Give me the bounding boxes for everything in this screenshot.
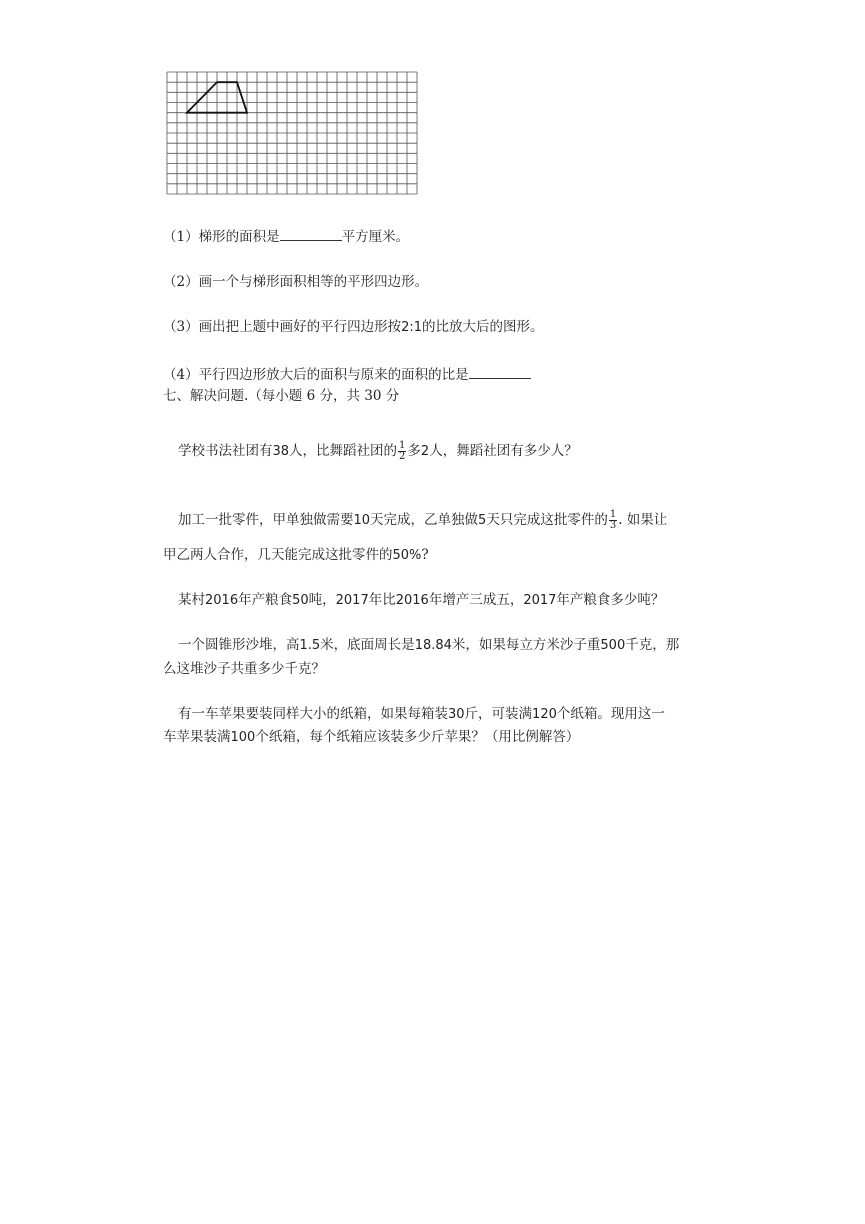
sub-question-1-suffix: 平方厘米。 [341,229,410,245]
problem-2-text-d: . 如果让 [618,512,668,528]
problem-2-number-b: 5 [478,513,487,528]
problem-5-text-b: 斤，可装满 [464,706,533,722]
problem-5-text-a: 有一车苹果要装同样大小的纸箱，如果每箱装 [178,706,448,722]
answer-blank-4[interactable] [469,364,531,379]
problem-5-text-e: 个纸箱，每个纸箱应该装多少斤苹果？（用比例解答） [255,729,580,745]
sub-question-4 [163,364,531,386]
problem-1-text-c: 多 [407,443,421,459]
problem-4-line-2 [163,658,325,680]
ratio-value: 2:1 [401,320,423,335]
problem-3-number-e: 2017 [523,593,557,608]
problem-5-text-d: 车苹果装满 [163,729,231,745]
problem-1-number-a: 38 [272,444,290,459]
problem-3-text-c: 吨， [308,592,336,608]
problem-2-text-c: 天只完成这批零件的 [486,512,608,528]
problem-3-text-b: 年产粮食 [238,592,293,608]
problem-4-text-b: 米，底面周长是 [320,637,415,653]
sub-question-4-prefix: （4）平行四边形放大后的面积与原来的面积的比是 [163,367,469,383]
problem-1-number-b: 2 [420,444,430,459]
problem-2-text-a: 加工一批零件，甲单独做需要 [178,512,354,528]
problem-3-text-e: 年增产三成五， [428,592,524,608]
problem-4-number-c: 500 [600,638,626,653]
sub-question-2-text: （2）画一个与梯形面积相等的平形四边形。 [163,274,429,290]
problem-5-number-b: 120 [532,707,557,722]
answer-blank-1[interactable] [280,226,342,241]
sub-question-2 [163,271,428,293]
sub-question-1-prefix: （1）梯形的面积是 [163,229,280,245]
problem-3-number-b: 50 [292,593,309,608]
problem-3-number-c: 2017 [335,593,369,608]
problem-3-number-d: 2016 [395,593,429,608]
problem-3-number-a: 2016 [205,593,239,608]
problem-2-line-1 [178,509,667,532]
sub-question-3-text-before: （3）画出把上题中画好的平行四边形按 [163,319,402,335]
grid-figure [166,71,418,195]
problem-2-line-2 [163,544,429,567]
fraction-numerator: 1 [399,440,406,451]
problem-4-number-a: 1.5 [299,638,321,653]
problem-2-number-c: 50% [392,548,422,563]
section-title [163,385,399,407]
problem-5-text-c: 个纸箱。现用这一 [556,706,665,722]
fraction-one-half [398,441,406,462]
problem-3-text-a: 某村 [178,592,205,608]
problem-4-text-c: 米，如果每立方米沙子重 [451,637,601,653]
problem-4-text-e: 么这堆沙子共重多少千克？ [163,661,325,677]
problem-3-text-f: 年产粮食多少吨？ [556,592,665,608]
fraction-one-third [609,510,617,531]
problem-3-text-d: 年比 [368,592,396,608]
fraction-denominator: 2 [399,451,406,462]
section-title-text: 七、解决问题.（每小题 6 分，共 30 分 [163,388,400,404]
sub-question-1 [163,226,409,248]
problem-4-number-b: 18.84 [414,638,452,653]
sub-question-3 [163,316,544,339]
grid-svg [166,71,418,195]
fraction-denominator: 3 [609,520,617,531]
problem-2-number-a: 10 [353,513,371,528]
problem-5-number-c: 100 [230,730,256,745]
problem-2-text-e: 甲乙两人合作，几天能完成这批零件的 [163,547,393,563]
fraction-numerator: 1 [609,509,617,520]
problem-5-line-2 [163,726,579,749]
problem-5-line-1 [178,703,665,726]
problem-4-line-1 [178,634,679,657]
problem-3 [178,589,664,612]
problem-4-text-a: 一个圆锥形沙堆，高 [178,637,300,653]
problem-1-text-d: 人，舞蹈社团有多少人？ [429,443,578,459]
problem-1 [178,440,578,463]
problem-4-text-d: 千克，那 [625,637,680,653]
problem-2-text-f: ? [421,547,429,563]
problem-1-text-a: 学校书法社团有 [178,443,273,459]
problem-5-number-a: 30 [448,707,465,722]
sub-question-3-text-after: 的比放大后的图形。 [422,319,544,335]
problem-2-text-b: 天完成，乙单独做 [370,512,479,528]
problem-1-text-b: 人，比舞蹈社团的 [289,443,398,459]
